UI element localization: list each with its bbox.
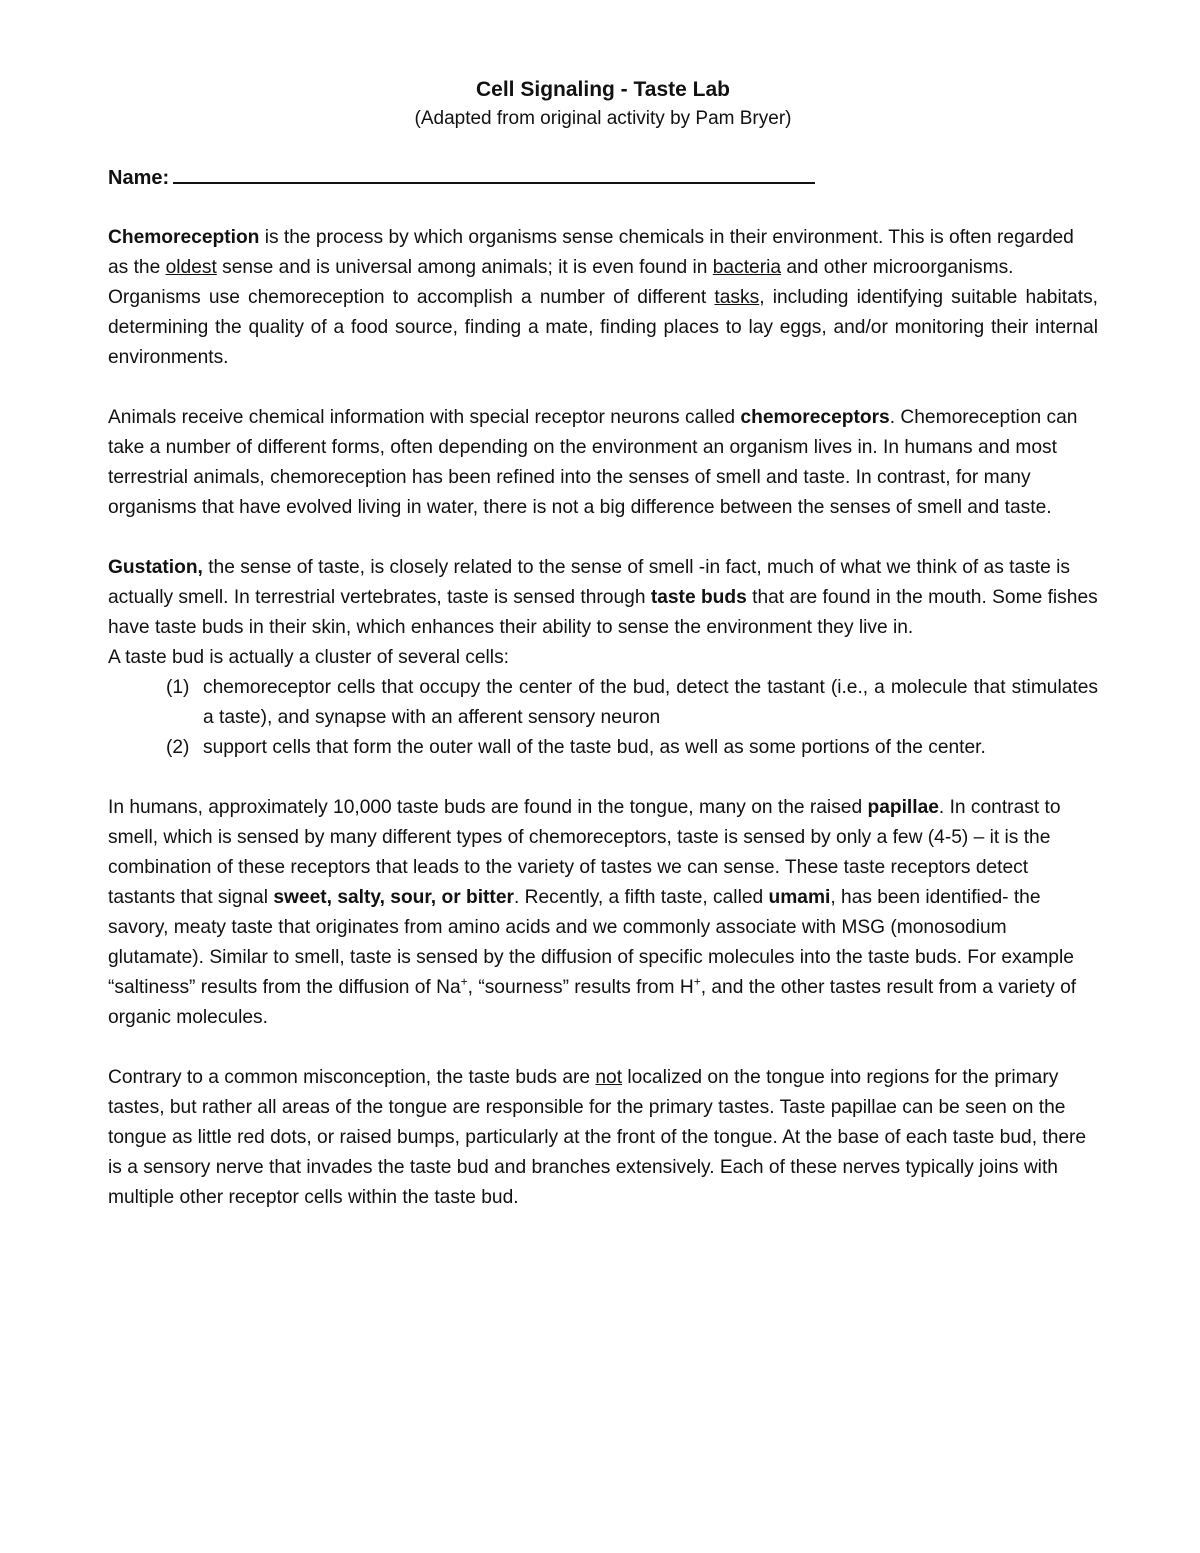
underlined-bacteria: bacteria: [712, 257, 782, 278]
humans-text-5: , “sourness” results from H: [467, 977, 694, 998]
humans-text-6: , and the other tastes result from a variety of organic molecules.: [108, 977, 1077, 1028]
name-label: Name:: [108, 167, 170, 189]
document-page: [108, 70, 1098, 1213]
chemoreception-text-3: and other microorganisms.: [781, 257, 1014, 278]
humans-text-1: In humans, approximately 10,000 taste buds are found in the tongue, many on the raised: [108, 797, 868, 818]
organisms-text-1: Organisms use chemoreception to accomplish a number of different: [108, 287, 715, 308]
term-chemoreceptors: chemoreceptors: [740, 407, 890, 428]
page-subtitle: (Adapted from original activity by Pam Bryer): [414, 108, 792, 129]
term-chemoreception: Chemoreception: [108, 227, 260, 248]
misconception-text-2: localized on the tongue into regions for the primary tastes, but rather all areas of the tongue are responsible for the primary tastes. Taste papillae can be seen on the tongue as little red dots, or raised bumps, particularly at the front of the tongue. At the base of each taste bud, there is a sensory nerve that invades the taste bud and branches extensively. Each of these nerves typically joins with multiple other receptor cells within the taste bud.: [108, 1067, 1087, 1208]
humans-paragraph: [108, 793, 1098, 1033]
underlined-tasks: tasks: [714, 287, 760, 308]
underlined-oldest: oldest: [165, 257, 217, 278]
underlined-not: not: [595, 1067, 623, 1088]
cluster-intro: A taste bud is actually a cluster of several cells:: [108, 647, 509, 668]
chemoreception-text-2: sense and is universal among animals; it is even found in: [216, 257, 713, 278]
term-gustation: Gustation,: [108, 557, 203, 578]
superscript-plus-na: +: [460, 974, 468, 989]
list-item: [108, 733, 1098, 763]
list-item-text: support cells that form the outer wall of the taste bud, as well as some portions of the center.: [203, 737, 986, 758]
chemoreception-text-1: is the process by which organisms sense chemicals in their environment. This is often regarded as the: [108, 227, 1074, 278]
humans-text-4: , has been identified- the savory, meaty taste that originates from amino acids and we commonly associate with MSG (monosodium glutamate). Similar to smell, taste is sensed by the diffusion of specific molecules into the taste buds. For example “saltiness” results from the diffusion of Na: [108, 887, 1074, 998]
receptors-text-2: . Chemoreception can take a number of different forms, often depending on the environment an organism lives in. In humans and most terrestrial animals, chemoreception has been refined into the senses of smell and taste. In contrast, for many organisms that have evolved living in water, there is not a big difference between the senses of smell and taste.: [108, 407, 1078, 518]
misconception-paragraph: [108, 1063, 1098, 1213]
gustation-paragraph: [108, 553, 1098, 643]
list-item-text: chemoreceptor cells that occupy the center of the bud, detect the tastant (i.e., a molecule that stimulates a taste), and synapse with an afferent sensory neuron: [203, 677, 1098, 728]
term-taste-buds: taste buds: [650, 587, 747, 608]
misconception-text-1: Contrary to a common misconception, the taste buds are: [108, 1067, 596, 1088]
cell-types-list: [108, 673, 1098, 763]
term-papillae: papillae: [867, 797, 939, 818]
list-item: [108, 673, 1098, 733]
list-number: (2): [166, 737, 190, 758]
name-blank-line[interactable]: [173, 164, 815, 184]
term-umami: umami: [768, 887, 831, 908]
organisms-text-2: , including identifying suitable habitats, determining the quality of a food source, finding a mate, finding places to lay eggs, and/or monitoring their internal environments.: [108, 287, 1099, 368]
receptors-paragraph: [108, 403, 1098, 523]
chemoreception-paragraph: [108, 223, 1098, 283]
list-number: (1): [166, 677, 190, 698]
humans-text-3: . Recently, a fifth taste, called: [513, 887, 769, 908]
gustation-text-2: that are found in the mouth. Some fishes have taste buds in their skin, which enhances their ability to sense the environment they live in.: [108, 587, 1098, 638]
superscript-plus-h: +: [693, 974, 701, 989]
term-primary-tastes: sweet, salty, sour, or bitter: [273, 887, 514, 908]
page-title: Cell Signaling - Taste Lab: [476, 78, 730, 101]
gustation-text-1: the sense of taste, is closely related to the sense of smell -in fact, much of what we think of as taste is actually smell. In terrestrial vertebrates, taste is sensed through: [108, 557, 1070, 608]
name-field-row: [108, 163, 1098, 193]
organisms-paragraph: [108, 283, 1098, 373]
receptors-text-1: Animals receive chemical information with special receptor neurons called: [108, 407, 741, 428]
humans-text-2: . In contrast to smell, which is sensed by many different types of chemoreceptors, taste is sensed by only a few (4-5) – it is the combination of these receptors that leads to the variety of tastes we can sense. These taste receptors detect tastants that signal: [108, 797, 1061, 908]
